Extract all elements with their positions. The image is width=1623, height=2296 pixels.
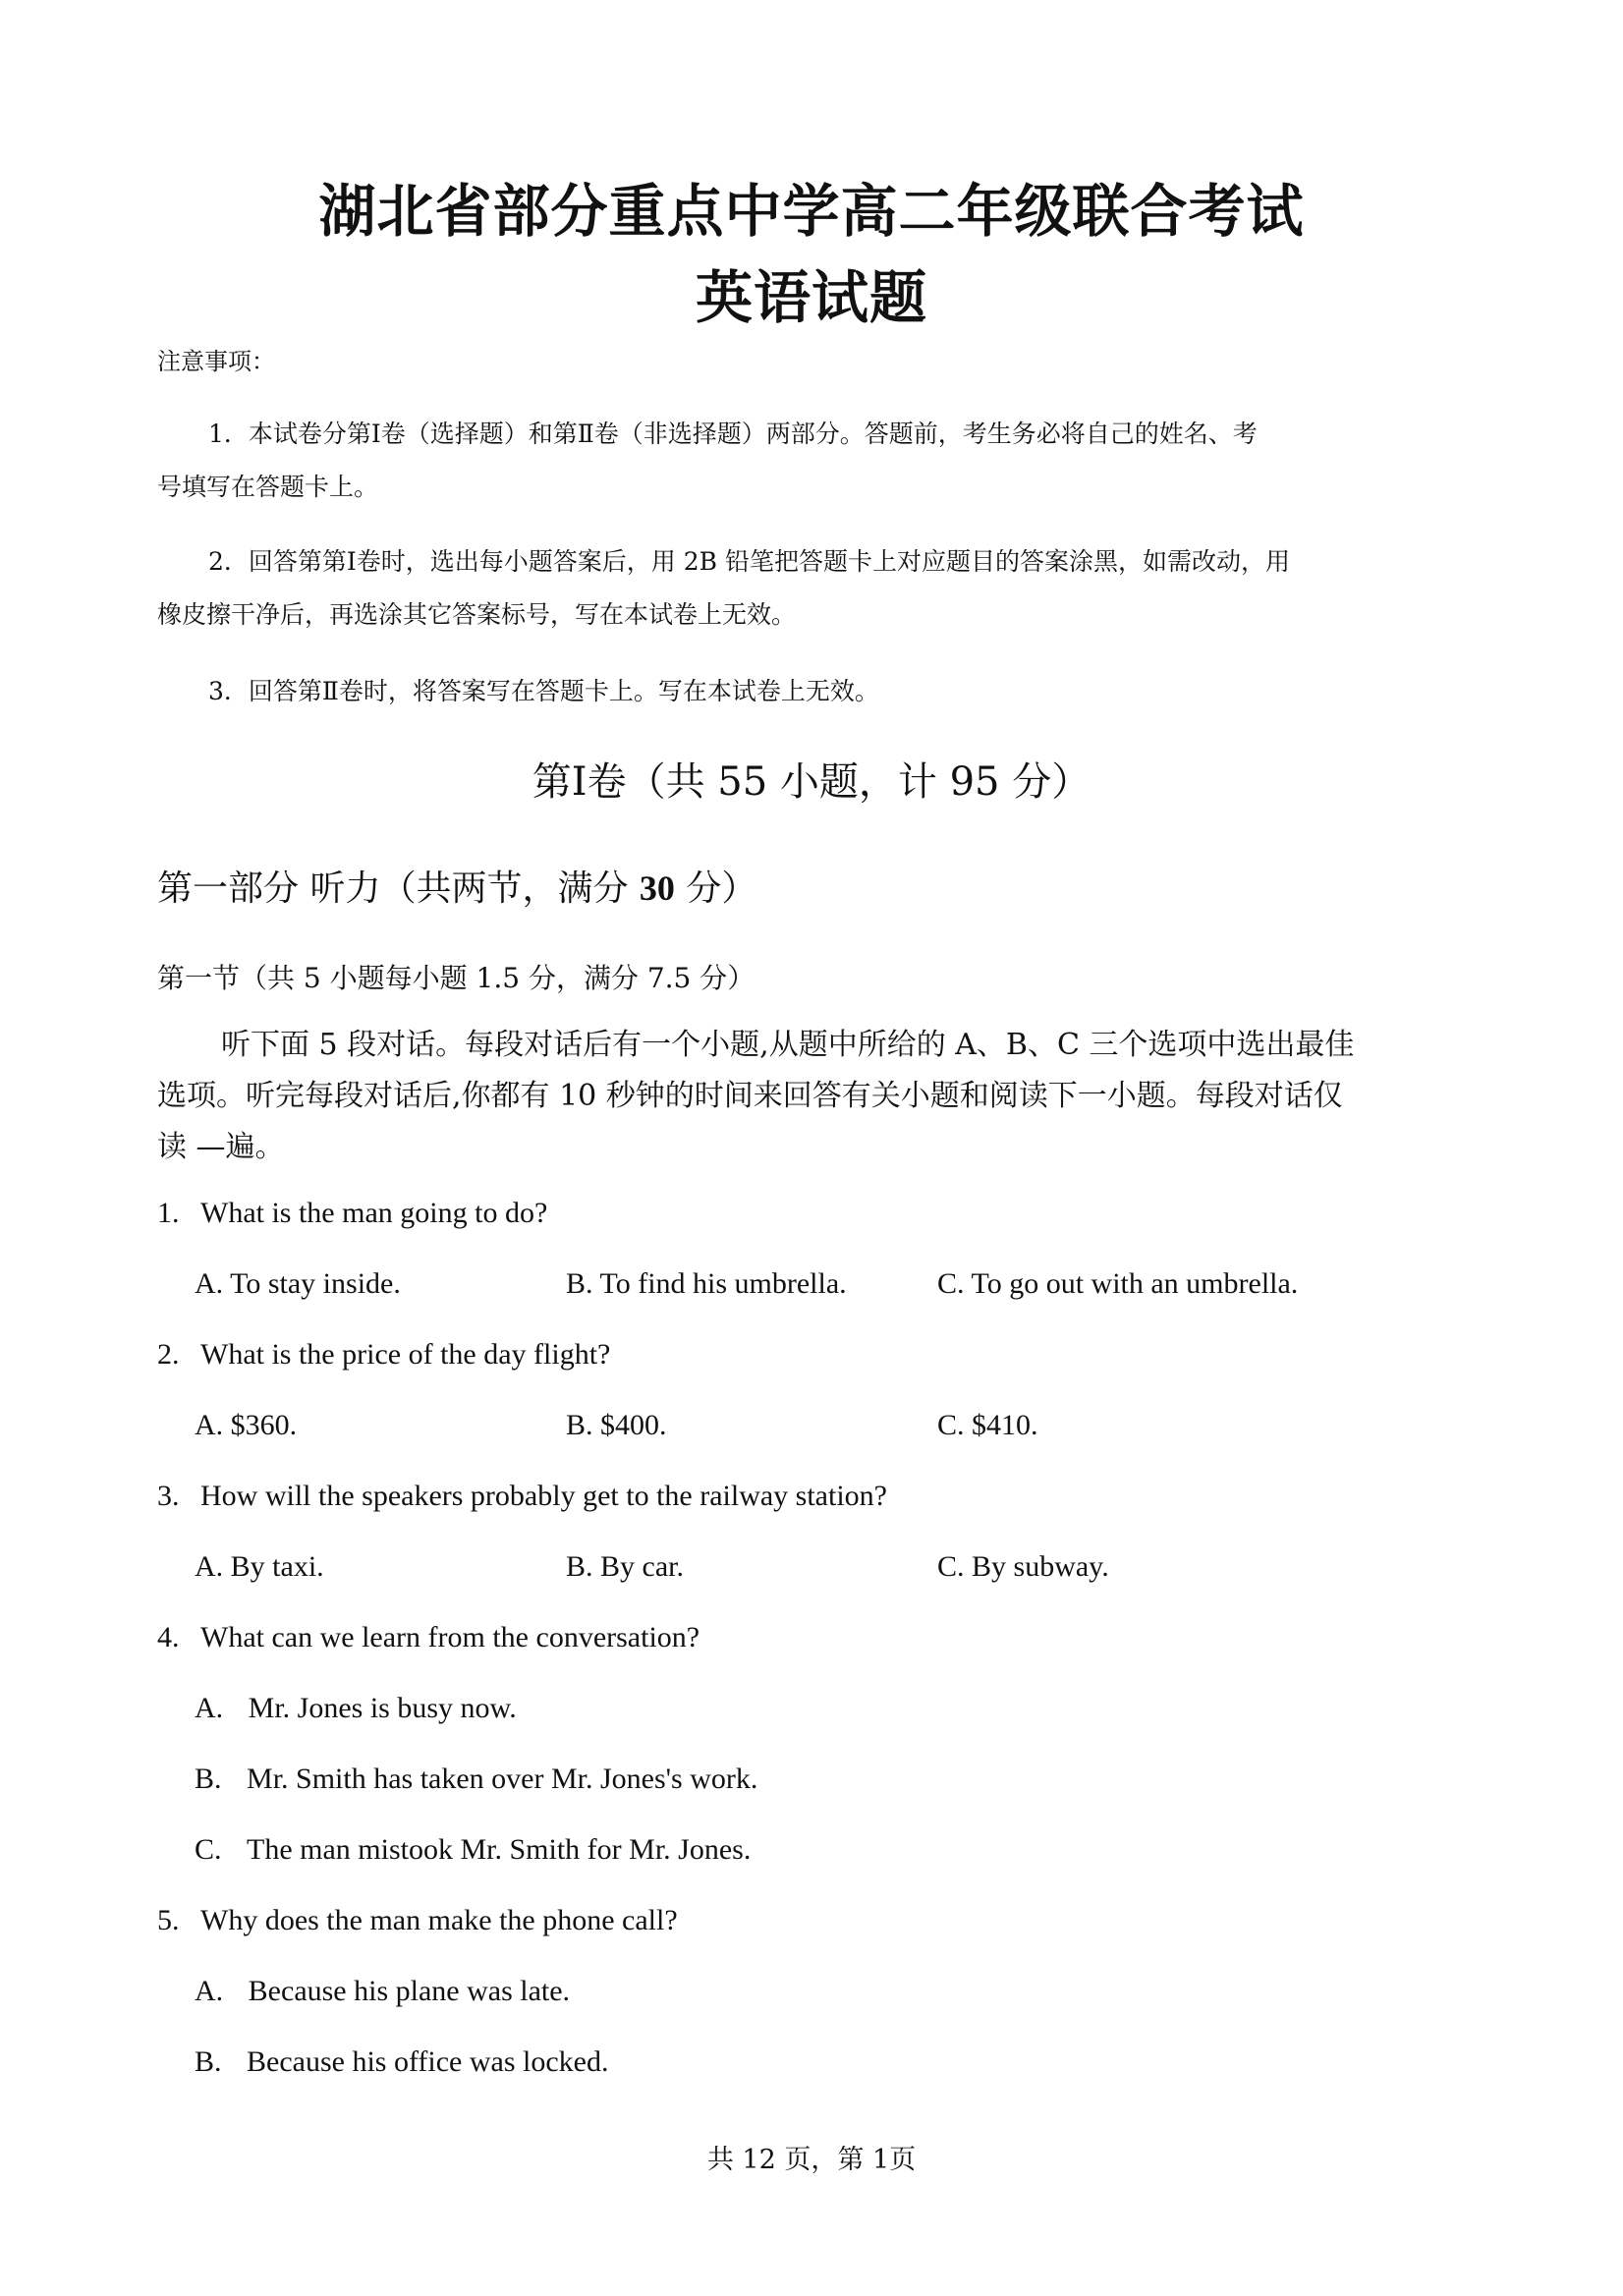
question-5-option-a <box>195 1975 570 2008</box>
page-footer: 共 12 页，第 1页 <box>706 2145 917 2175</box>
option-text: The man mistook Mr. Smith for Mr. Jones. <box>247 1833 752 1866</box>
question-number: 2. <box>157 1338 180 1371</box>
question-3-option-c: C. By subway. <box>937 1550 1109 1583</box>
question-text: What can we learn from the conversation? <box>200 1621 700 1653</box>
question-number: 3. <box>157 1480 180 1512</box>
question-2 <box>157 1338 610 1372</box>
question-1-option-a: A. To stay inside. <box>195 1267 401 1300</box>
question-text: What is the man going to do? <box>200 1197 548 1229</box>
question-3-option-b: B. By car. <box>566 1550 684 1583</box>
exam-title: 湖北省部分重点中学高二年级联合考试 <box>318 178 1305 245</box>
note-3: 3．回答第Ⅱ卷时，将答案写在答题卡上。写在本试卷上无效。 <box>208 677 879 705</box>
option-text: Because his plane was late. <box>248 1975 571 2007</box>
question-3 <box>157 1480 887 1513</box>
question-text: Why does the man make the phone call? <box>200 1904 678 1936</box>
directions-line-3: 读 —遍。 <box>157 1130 285 1164</box>
option-letter: A. <box>195 1975 224 2007</box>
question-number: 1. <box>157 1197 180 1229</box>
directions-line-2: 选项。听完每段对话后,你都有 10 秒钟的时间来回答有关小题和阅读下一小题。每段对话仅 <box>157 1079 1343 1113</box>
part-title <box>157 861 756 911</box>
question-text: What is the price of the day flight? <box>200 1338 611 1371</box>
volume-title: 第Ⅰ卷（共 55 小题，计 95 分） <box>532 759 1091 805</box>
question-2-option-b: B. $400. <box>566 1409 667 1441</box>
question-1 <box>157 1197 547 1230</box>
part-title-suffix: 分） <box>686 868 757 909</box>
option-text: Mr. Jones is busy now. <box>248 1692 517 1724</box>
question-4-option-a <box>195 1692 517 1725</box>
question-number: 4. <box>157 1621 180 1653</box>
option-text: Because his office was locked. <box>247 2045 609 2078</box>
option-letter: A. <box>195 1692 224 1724</box>
directions-line-1: 听下面 5 段对话。每段对话后有一个小题,从题中所给的 A、B、C 三个选项中选出最佳 <box>221 1028 1355 1062</box>
option-letter: C. <box>195 1833 222 1866</box>
note-2-line-2: 橡皮擦干净后，再选涂其它答案标号，写在本试卷上无效。 <box>157 600 797 629</box>
option-letter: B. <box>195 2045 222 2078</box>
option-text: Mr. Smith has taken over Mr. Jones's work. <box>247 1763 758 1795</box>
note-2-line-1: 2．回答第第Ⅰ卷时，选出每小题答案后，用 2B 铅笔把答题卡上对应题目的答案涂黑，如需改动，用 <box>208 547 1290 576</box>
note-1-line-1: 1．本试卷分第Ⅰ卷（选择题）和第Ⅱ卷（非选择题）两部分。答题前，考生务必将自己的姓名、考 <box>208 420 1258 448</box>
question-text: How will the speakers probably get to the railway station? <box>200 1480 887 1512</box>
question-3-option-a: A. By taxi. <box>195 1550 324 1583</box>
notes-heading: 注意事项： <box>157 348 275 375</box>
section-title: 第一节（共 5 小题每小题 1.5 分，满分 7.5 分） <box>157 962 756 994</box>
question-2-option-c: C. $410. <box>937 1409 1038 1441</box>
question-1-option-c: C. To go out with an umbrella. <box>937 1267 1299 1300</box>
question-1-option-b: B. To find his umbrella. <box>566 1267 847 1300</box>
question-4-option-c <box>195 1833 751 1867</box>
question-4 <box>157 1621 700 1654</box>
question-4-option-b <box>195 1763 757 1796</box>
question-number: 5. <box>157 1904 180 1936</box>
part-title-score: 30 <box>639 868 675 908</box>
note-1-line-2: 号填写在答题卡上。 <box>157 473 379 501</box>
option-letter: B. <box>195 1763 222 1795</box>
exam-subtitle: 英语试题 <box>695 264 927 331</box>
question-2-option-a: A. $360. <box>195 1409 298 1441</box>
part-title-prefix: 第一部分 听力（共两节，满分 <box>157 868 629 909</box>
question-5-option-b <box>195 2045 609 2079</box>
question-5 <box>157 1904 678 1937</box>
